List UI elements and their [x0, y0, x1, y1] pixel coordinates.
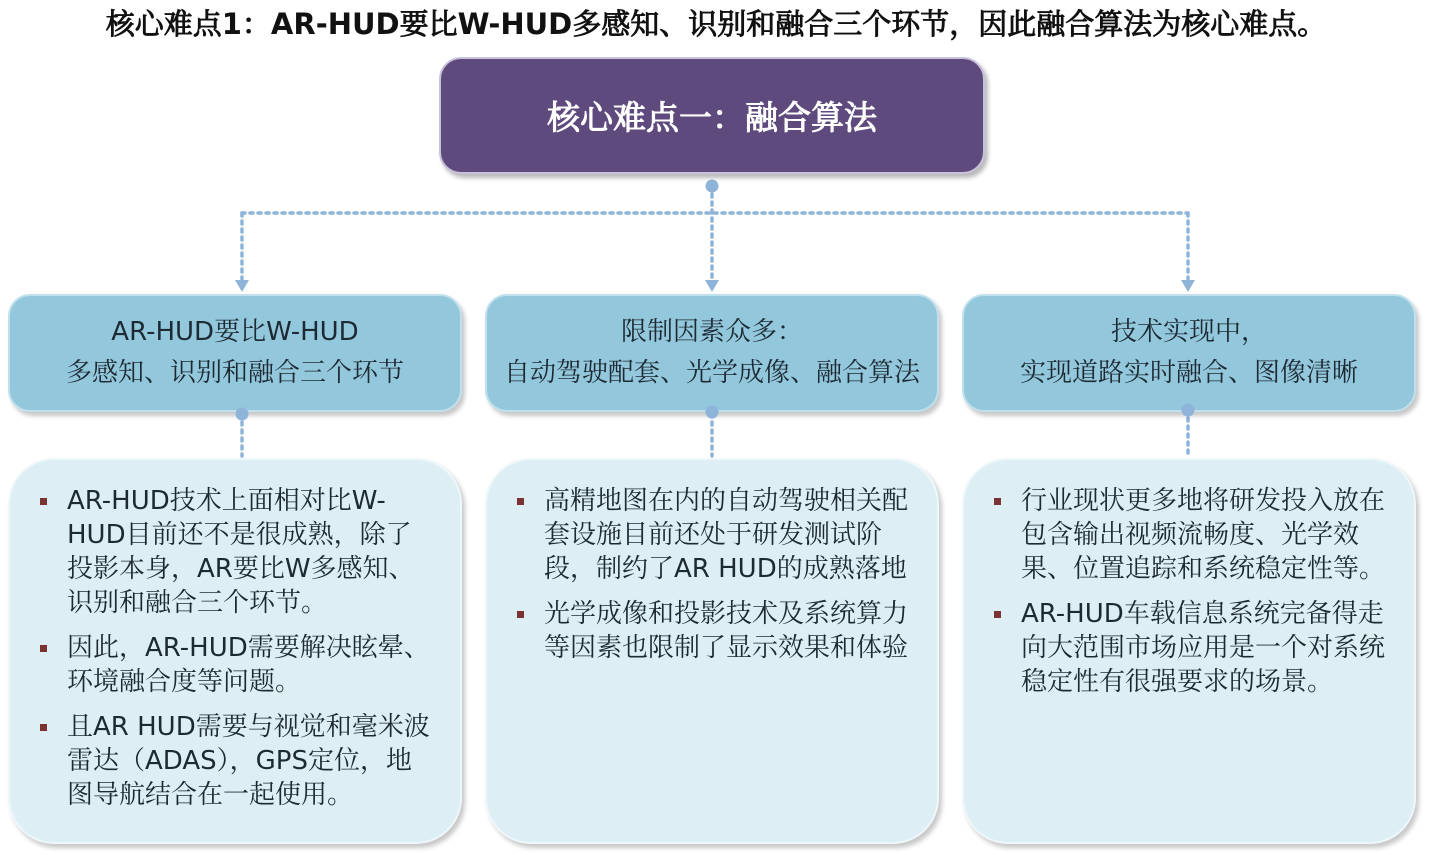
mid-box-left-line-2: 多感知、识别和融合三个环节 — [65, 358, 404, 388]
left-junction-dot — [236, 408, 249, 421]
bullet-square-icon — [517, 498, 524, 505]
list-item — [40, 484, 436, 620]
bullet-text: 行业现状更多地将研发投入放在包含输出视频流畅度、光学效果、位置追踪和系统稳定性等。 — [1021, 486, 1386, 584]
list-item — [40, 710, 436, 812]
center-junction-dot — [706, 406, 719, 419]
bullet-square-icon — [40, 645, 47, 652]
list-item — [994, 597, 1390, 699]
mid-box-right-line-1: 技术实现中， — [1110, 317, 1267, 347]
list-item — [517, 484, 913, 586]
bullet-text: 因此，AR-HUD需要解决眩晕、环境融合度等问题。 — [67, 633, 430, 697]
page-title: 核心难点1：AR-HUD要比W-HUD多感知、识别和融合三个环节，因此融合算法为核心难点。 — [105, 7, 1327, 41]
bullet-square-icon — [40, 724, 47, 731]
bullet-square-icon — [994, 498, 1001, 505]
bullet-square-icon — [40, 498, 47, 505]
detail-box-right — [962, 458, 1416, 844]
mid-box-left-line-1: AR-HUD要比W-HUD — [111, 317, 359, 347]
bullet-square-icon — [517, 611, 524, 618]
bullet-text: AR-HUD技术上面相对比W-HUD目前还不是很成熟，除了投影本身，AR要比W多感知、识别和融合三个环节。 — [67, 486, 415, 618]
bullet-square-icon — [994, 611, 1001, 618]
mid-box-right-line-2: 实现道路实时融合、图像清晰 — [1019, 358, 1358, 388]
root-node-label: 核心难点一：融合算法 — [547, 98, 877, 137]
list-item — [517, 597, 913, 665]
right-junction-dot — [1182, 404, 1195, 417]
list-item — [40, 631, 436, 699]
bullet-text: 光学成像和投影技术及系统算力等因素也限制了显示效果和体验 — [544, 599, 909, 663]
detail-list-center — [517, 484, 913, 665]
detail-box-center — [485, 458, 939, 844]
bullet-text: 且AR HUD需要与视觉和毫米波雷达（ADAS），GPS定位，地图导航结合在一起使用。 — [67, 712, 430, 810]
bullet-text: 高精地图在内的自动驾驶相关配套设施目前还处于研发测试阶段，制约了AR HUD的成熟落地 — [544, 486, 909, 584]
list-item — [994, 484, 1390, 586]
detail-list-left — [40, 484, 436, 812]
bullet-text: AR-HUD车载信息系统完备得走向大范围市场应用是一个对系统稳定性有很强要求的场景。 — [1021, 599, 1386, 697]
mid-box-center-line-1: 限制因素众多： — [620, 317, 803, 347]
detail-list-right — [994, 484, 1390, 699]
detail-box-left — [8, 458, 462, 844]
mid-box-center-line-2: 自动驾驶配套、光学成像、融合算法 — [503, 358, 920, 388]
